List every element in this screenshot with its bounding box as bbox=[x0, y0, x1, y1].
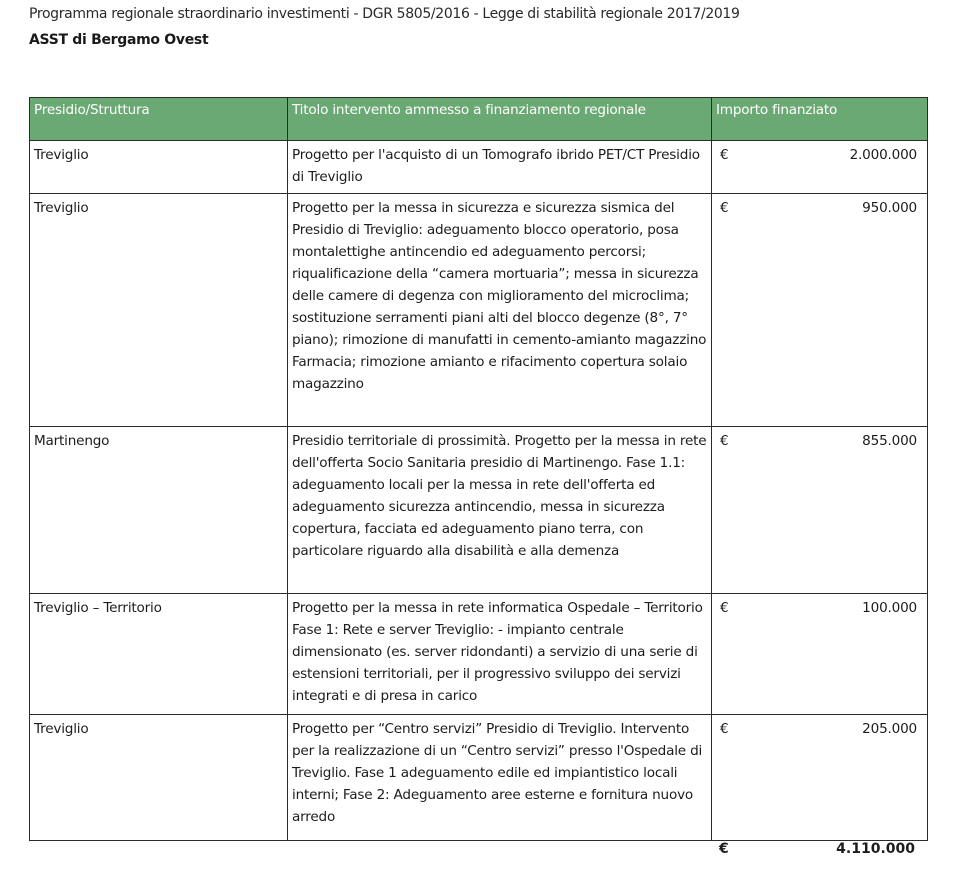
currency-symbol: € bbox=[720, 147, 729, 163]
amount-value: 205.000 bbox=[862, 721, 917, 737]
cell-importo bbox=[712, 594, 928, 715]
document-title: Programma regionale straordinario investimenti - DGR 5805/2016 - Legge di stabilità regionale 2017/2019 bbox=[29, 6, 740, 22]
cell-presidio: Treviglio bbox=[30, 141, 288, 194]
cell-titolo: Progetto per “Centro servizi” Presidio di Treviglio. Intervento per la realizzazione di un “Centro servizi” presso l'Ospedale di Treviglio. Fase 1 adeguamento edile ed impiantistico locali interni; Fase 2: Adeguamento aree esterne e fornitura nuovo arredo bbox=[288, 715, 712, 841]
cell-importo bbox=[712, 715, 928, 841]
table-row bbox=[30, 715, 928, 841]
cell-titolo: Progetto per la messa in rete informatica Ospedale – Territorio Fase 1: Rete e server Treviglio: - impianto centrale dimensionato (es. server ridondanti) a servizio di una serie di estensioni territoriali, per il progressivo sviluppo dei servizi integrati e di presa in carico bbox=[288, 594, 712, 715]
amount-value: 855.000 bbox=[862, 433, 917, 449]
currency-symbol: € bbox=[720, 600, 729, 616]
amount-value: 100.000 bbox=[862, 600, 917, 616]
cell-presidio: Treviglio bbox=[30, 715, 288, 841]
cell-presidio: Martinengo bbox=[30, 427, 288, 594]
table-header bbox=[30, 98, 928, 141]
total-currency-symbol: € bbox=[719, 841, 729, 857]
total-amount bbox=[715, 838, 915, 860]
currency-symbol: € bbox=[720, 721, 729, 737]
header-titolo: Titolo intervento ammesso a finanziamento regionale bbox=[288, 98, 712, 141]
cell-presidio: Treviglio – Territorio bbox=[30, 594, 288, 715]
cell-importo bbox=[712, 427, 928, 594]
header-row bbox=[30, 98, 928, 141]
cell-importo bbox=[712, 141, 928, 194]
funding-table bbox=[29, 97, 928, 841]
table-row bbox=[30, 427, 928, 594]
table-row bbox=[30, 141, 928, 194]
cell-presidio: Treviglio bbox=[30, 194, 288, 427]
amount-value: 950.000 bbox=[862, 200, 917, 216]
header-presidio: Presidio/Struttura bbox=[30, 98, 288, 141]
table-row bbox=[30, 194, 928, 427]
table-row bbox=[30, 594, 928, 715]
cell-titolo: Presidio territoriale di prossimità. Progetto per la messa in rete dell'offerta Socio Sanitaria presidio di Martinengo. Fase 1.1: adeguamento locali per la messa in rete dell'offerta ed adeguamento sicurezza antincendio, messa in sicurezza copertura, facciata ed adeguamento piano terra, con particolare riguardo alla disabilità e alla demenza bbox=[288, 427, 712, 594]
currency-symbol: € bbox=[720, 433, 729, 449]
currency-symbol: € bbox=[720, 200, 729, 216]
total-amount-value: 4.110.000 bbox=[836, 841, 915, 857]
document-subtitle: ASST di Bergamo Ovest bbox=[29, 32, 209, 48]
cell-titolo: Progetto per la messa in sicurezza e sicurezza sismica del Presidio di Treviglio: adeguamento blocco operatorio, posa montalettighe antincendio ed adeguamento percorsi; riqualificazione della “camera mortuaria”; messa in sicurezza delle camere di degenza con miglioramento del microclima; sostituzione serramenti piani alti del blocco degenze (8°, 7° piano); rimozione di manufatti in cemento-amianto magazzino Farmacia; rimozione amianto e rifacimento copertura solaio magazzino bbox=[288, 194, 712, 427]
amount-value: 2.000.000 bbox=[849, 147, 917, 163]
cell-importo bbox=[712, 194, 928, 427]
cell-titolo: Progetto per l'acquisto di un Tomografo ibrido PET/CT Presidio di Treviglio bbox=[288, 141, 712, 194]
header-importo: Importo finanziato bbox=[712, 98, 928, 141]
